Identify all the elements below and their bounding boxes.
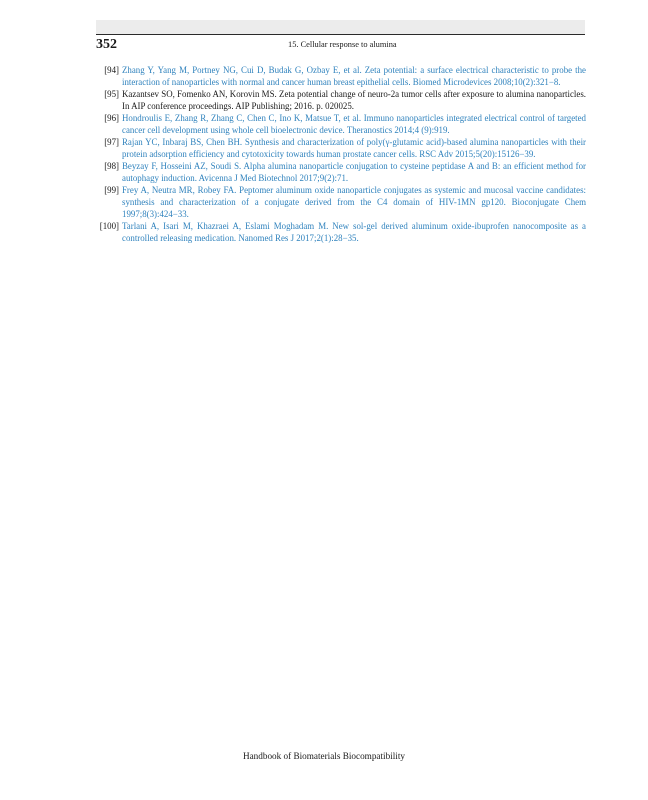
reference-number: [97] — [104, 137, 119, 148]
reference-item — [94, 65, 586, 89]
reference-text: Kazantsev SO, Fomenko AN, Korovin MS. Zeta potential change of neuro-2a tumor cells after exposure to alumina nanoparticles. In AIP conference proceedings. AIP Publishing; 2016. p. 020025. — [122, 89, 586, 111]
reference-item — [94, 113, 586, 137]
reference-number: [95] — [104, 89, 119, 100]
reference-link[interactable]: Frey A, Neutra MR, Robey FA. Peptomer aluminum oxide nanoparticle conjugates as systemic and mucosal vaccine candidates: synthesis and characterization of a conjugate derived from the C4 domain of HIV-1MN gp120. Bioconjugate Chem 1997;8(3):424−33. — [122, 185, 586, 220]
reference-item — [94, 185, 586, 220]
reference-link[interactable]: Hondroulis E, Zhang R, Zhang C, Chen C, Ino K, Matsue T, et al. Immuno nanoparticles integrated electrical control of targeted cancer cell development using whole cell bioelectronic device. Theranostics 2014;4 (9):919. — [122, 113, 586, 135]
reference-link[interactable]: Tarlani A, Isari M, Khazraei A, Eslami Moghadam M. New sol-gel derived aluminum oxide-ibuprofen nanocomposite as a controlled releasing medication. Nanomed Res J 2017;2(1):28−35. — [122, 221, 586, 244]
header-rule — [96, 34, 585, 35]
reference-item — [94, 89, 586, 113]
reference-number: [94] — [104, 65, 119, 75]
book-title: Handbook of Biomaterials Biocompatibility — [242, 751, 406, 761]
header-band — [96, 20, 585, 34]
reference-link[interactable]: Beyzay F, Hosseini AZ, Soudi S. Alpha alumina nanoparticle conjugation to cysteine peptidase A and B: an efficient method for autophagy induction. Avicenna J Med Biotechnol 2017;9(2):71. — [122, 161, 586, 184]
reference-number: [99] — [104, 185, 119, 196]
running-title: 15. Cellular response to alumina — [288, 40, 397, 49]
reference-link[interactable]: Zhang Y, Yang M, Portney NG, Cui D, Budak G, Ozbay E, et al. Zeta potential: a surface electrical characteristic to probe the interaction of nanoparticles with normal and cancer human breast epithelial cells. Biomed Microdevices 2008;10(2):321−8. — [122, 65, 586, 87]
reference-item — [94, 221, 586, 245]
reference-link[interactable]: Rajan YC, Inbaraj BS, Chen BH. Synthesis and characterization of poly(γ-glutamic acid)-based alumina nanoparticles with their protein adsorption efficiency and cytotoxicity towards human prostate cancer cells. RSC Adv 2015;5(20):15126−39. — [122, 137, 586, 160]
reference-item — [94, 161, 586, 185]
reference-number: [98] — [104, 161, 119, 172]
reference-list — [94, 65, 586, 245]
reference-number: [100] — [99, 221, 119, 232]
reference-number: [96] — [104, 113, 119, 124]
page-number: 352 — [96, 37, 117, 52]
reference-item — [94, 137, 586, 161]
